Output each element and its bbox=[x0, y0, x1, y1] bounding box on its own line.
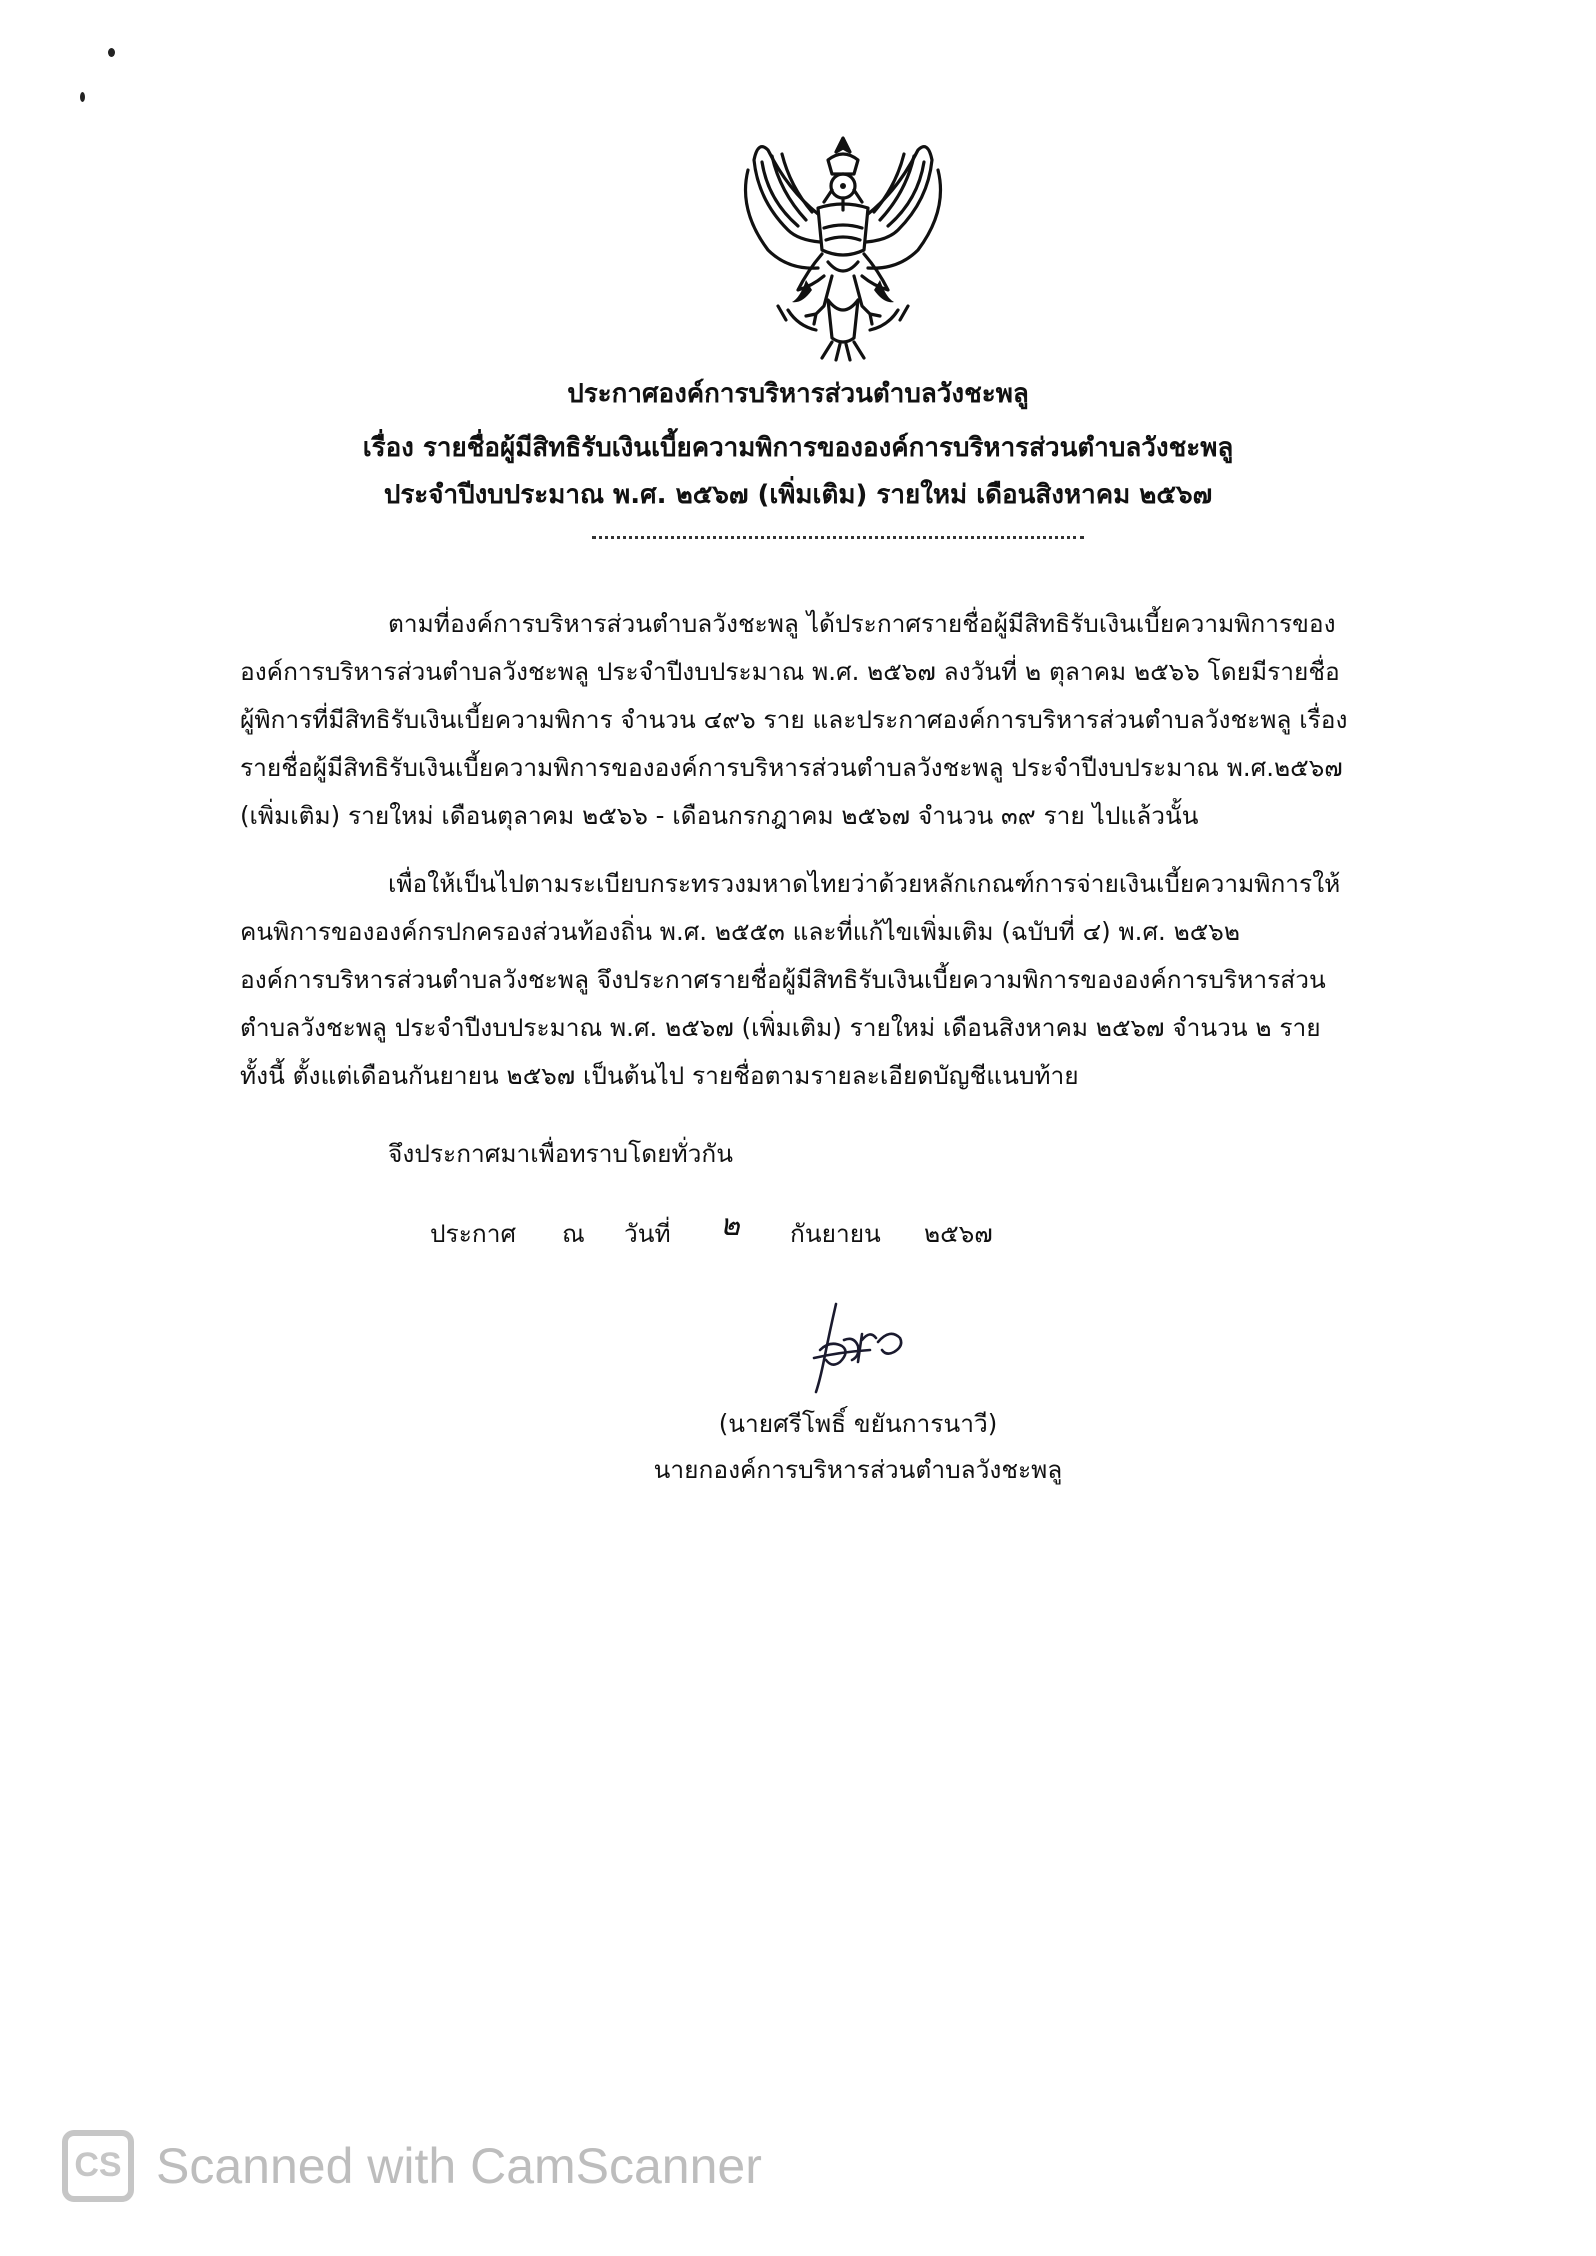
paragraph-line: องค์การบริหารส่วนตำบลวังชะพลู จึงประกาศรายชื่อผู้มีสิทธิรับเงินเบี้ยความพิการขององค์การบริหารส่วน bbox=[240, 965, 1326, 994]
camscanner-logo: CS bbox=[62, 2130, 134, 2202]
announcement-period: ประจำปีงบประมาณ พ.ศ. ๒๕๖๗ (เพิ่มเติม) รายใหม่ เดือนสิงหาคม ๒๕๖๗ bbox=[383, 480, 1213, 510]
paragraph-line: องค์การบริหารส่วนตำบลวังชะพลู ประจำปีงบประมาณ พ.ศ. ๒๕๖๗ ลงวันที่ ๒ ตุลาคม ๒๕๖๖ โดยมีรายชื่อ bbox=[240, 657, 1340, 686]
closing-statement: จึงประกาศมาเพื่อทราบโดยทั่วกัน bbox=[388, 1139, 734, 1168]
signatory-name: (นายศรีโพธิ์ ขยันการนาวี) bbox=[718, 1409, 998, 1438]
body-paragraph-2 bbox=[240, 860, 1430, 1100]
date-day-label: วันที่ bbox=[624, 1219, 671, 1248]
paragraph-line: เพื่อให้เป็นไปตามระเบียบกระทรวงมหาดไทยว่าด้วยหลักเกณฑ์การจ่ายเงินเบี้ยความพิการให้ bbox=[388, 869, 1341, 898]
garuda-emblem bbox=[728, 130, 958, 362]
dotted-divider bbox=[592, 536, 1084, 539]
announcement-subject: เรื่อง รายชื่อผู้มีสิทธิรับเงินเบี้ยความพิการขององค์การบริหารส่วนตำบลวังชะพลู bbox=[362, 433, 1234, 463]
paragraph-line: ตำบลวังชะพลู ประจำปีงบประมาณ พ.ศ. ๒๕๖๗ (เพิ่มเติม) รายใหม่ เดือนสิงหาคม ๒๕๖๗ จำนวน ๒ ราย bbox=[240, 1013, 1321, 1042]
announcement-title: ประกาศองค์การบริหารส่วนตำบลวังชะพลู bbox=[567, 379, 1029, 409]
signatory-position: นายกองค์การบริหารส่วนตำบลวังชะพลู bbox=[653, 1455, 1063, 1484]
date-day-value: ๒ bbox=[720, 1208, 740, 1243]
body-paragraph-1 bbox=[240, 600, 1430, 840]
paragraph-line: ทั้งนี้ ตั้งแต่เดือนกันยายน ๒๕๖๗ เป็นต้นไป รายชื่อตามรายละเอียดบัญชีแนบท้าย bbox=[240, 1061, 1079, 1090]
date-announced-label: ประกาศ bbox=[430, 1219, 517, 1248]
paragraph-line: คนพิการขององค์กรปกครองส่วนท้องถิ่น พ.ศ. ๒๕๕๓ และที่แก้ไขเพิ่มเติม (ฉบับที่ ๔) พ.ศ. ๒๕๖๒ bbox=[240, 917, 1240, 946]
paragraph-line: ตามที่องค์การบริหารส่วนตำบลวังชะพลู ได้ประกาศรายชื่อผู้มีสิทธิรับเงินเบี้ยความพิการของ bbox=[388, 609, 1336, 638]
date-year: ๒๕๖๗ bbox=[924, 1219, 993, 1248]
scan-speck bbox=[80, 92, 85, 102]
date-month: กันยายน bbox=[790, 1219, 881, 1248]
scan-speck bbox=[108, 48, 115, 57]
paragraph-line: รายชื่อผู้มีสิทธิรับเงินเบี้ยความพิการขององค์การบริหารส่วนตำบลวังชะพลู ประจำปีงบประมาณ พ.ศ.๒๕๖๗ bbox=[240, 753, 1343, 782]
paragraph-line: ผู้พิการที่มีสิทธิรับเงินเบี้ยความพิการ จำนวน ๔๙๖ ราย และประกาศองค์การบริหารส่วนตำบลวังชะพลู เรื่อง bbox=[240, 705, 1348, 734]
date-at-label: ณ bbox=[562, 1219, 585, 1248]
signature bbox=[800, 1300, 920, 1400]
camscanner-watermark-text: Scanned with CamScanner bbox=[156, 2138, 762, 2194]
paragraph-line: (เพิ่มเติม) รายใหม่ เดือนตุลาคม ๒๕๖๖ - เดือนกรกฎาคม ๒๕๖๗ จำนวน ๓๙ ราย ไปแล้วนั้น bbox=[240, 801, 1199, 830]
